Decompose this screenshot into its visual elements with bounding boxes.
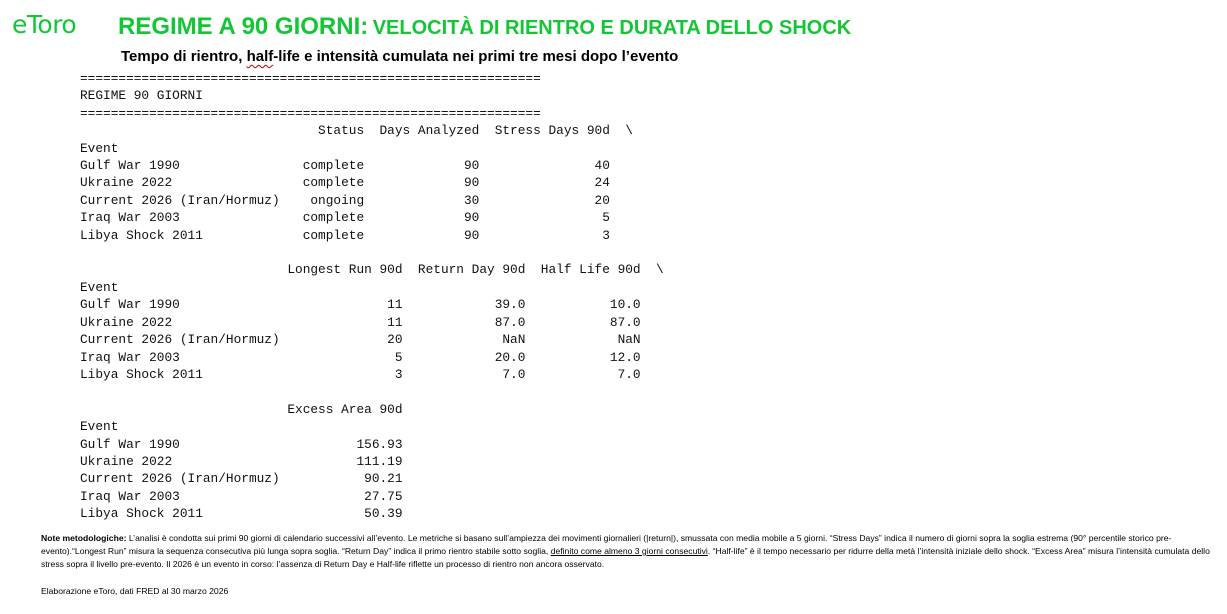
cell-value: 5 xyxy=(287,349,403,365)
cell-value: 10.0 xyxy=(540,297,641,313)
title-main: REGIME A 90 GIORNI: xyxy=(118,13,369,40)
note-label: Note metodologiche: xyxy=(41,533,127,543)
index-label: Event xyxy=(80,279,119,295)
cell-value: 20.0 xyxy=(417,349,526,365)
cell-value: 5 xyxy=(494,210,610,226)
row-label: Iraq War 2003 xyxy=(80,488,288,504)
note-text-1: L’analisi è condotta sui primi 90 giorni di calendario successivi all’evento. Le metriche si basano sull’ampiezza dei movimenti giornalieri (|return|), smussata con media mobile a 5 giorni. “Stress Days” indica il numero di giorni sopra la soglia estrema (90° percentile storico pre-evento).“Longest Run” misura la sequenza consecutiva più lunga sopra soglia. “Return Day” indica il primo rientro stabile sotto soglia, xyxy=(41,533,1172,556)
cell-value: 111.19 xyxy=(287,453,403,469)
cell-value: 87.0 xyxy=(540,314,641,330)
column-header: Status xyxy=(287,123,365,139)
cell-value: 39.0 xyxy=(417,297,526,313)
row-label: Libya Shock 2011 xyxy=(80,227,288,243)
cell-value: 24 xyxy=(494,175,610,191)
note-text-2: . “Half-life” è il tempo necessario per ridurre della metà l’intensità iniziale dello shock. “Excess Area” misura l’intensità cumulata dello stress sopra il livello pre-evento. Il 2026 è un evento in corso: l’assenza di Return Day e Half-life riflette un processo di rientro non ancora osservato. xyxy=(41,546,1210,569)
cell-value: 40 xyxy=(494,158,610,174)
row-label: Current 2026 (Iran/Hormuz) xyxy=(80,332,288,348)
column-header: Stress Days 90d xyxy=(494,123,610,139)
row-label: Iraq War 2003 xyxy=(80,349,288,365)
row-label: Gulf War 1990 xyxy=(80,436,288,452)
page-subtitle xyxy=(121,47,678,67)
column-header: Return Day 90d xyxy=(417,262,526,278)
console-output xyxy=(80,70,664,523)
cell-value: 20 xyxy=(494,192,610,208)
row-label: Libya Shock 2011 xyxy=(80,506,288,522)
continuation-mark: \ xyxy=(655,262,664,278)
cell-value: NaN xyxy=(540,332,641,348)
cell-value: 20 xyxy=(287,332,403,348)
row-label: Ukraine 2022 xyxy=(80,314,288,330)
methodology-note xyxy=(41,532,1211,571)
cell-value: 90 xyxy=(379,210,480,226)
column-header: Days Analyzed xyxy=(379,123,480,139)
cell-value: 90 xyxy=(379,227,480,243)
etoro-logo: eToro xyxy=(12,10,77,39)
index-label: Event xyxy=(80,419,119,435)
cell-value: 7.0 xyxy=(540,366,641,382)
column-header: Half Life 90d xyxy=(540,262,641,278)
cell-value: complete xyxy=(287,175,365,191)
row-label: Current 2026 (Iran/Hormuz) xyxy=(80,192,288,208)
cell-value: 11 xyxy=(287,297,403,313)
index-label: Event xyxy=(80,140,119,156)
row-label: Libya Shock 2011 xyxy=(80,366,288,382)
subtitle-spellcheck-word: half xyxy=(246,48,274,65)
cell-value: 3 xyxy=(494,227,610,243)
cell-value: 90 xyxy=(379,175,480,191)
row-label: Ukraine 2022 xyxy=(80,453,288,469)
row-label: Ukraine 2022 xyxy=(80,175,288,191)
separator-rule: ============================================================ xyxy=(80,105,541,121)
cell-value: 11 xyxy=(287,314,403,330)
column-header: Excess Area 90d xyxy=(287,401,403,417)
cell-value: 7.0 xyxy=(417,366,526,382)
cell-value: complete xyxy=(287,227,365,243)
cell-value: 3 xyxy=(287,366,403,382)
cell-value: 30 xyxy=(379,192,480,208)
row-label: Iraq War 2003 xyxy=(80,210,288,226)
subtitle-part-a: Tempo di rientro, xyxy=(121,48,247,65)
cell-value: ongoing xyxy=(287,192,365,208)
subtitle-part-c: -life e intensità cumulata nei primi tre mesi dopo l’evento xyxy=(273,48,679,65)
cell-value: 50.39 xyxy=(287,506,403,522)
continuation-mark: \ xyxy=(625,123,633,139)
page-title xyxy=(118,12,851,45)
title-rest: VELOCITÀ DI RIENTRO E DURATA DELLO SHOCK xyxy=(372,17,852,39)
console-heading: REGIME 90 GIORNI xyxy=(80,88,203,104)
cell-value: 27.75 xyxy=(287,488,403,504)
cell-value: complete xyxy=(287,158,365,174)
separator-rule: ============================================================ xyxy=(80,71,541,86)
cell-value: 12.0 xyxy=(540,349,641,365)
column-header: Longest Run 90d xyxy=(287,262,403,278)
cell-value: 90.21 xyxy=(287,471,403,487)
row-label: Gulf War 1990 xyxy=(80,158,288,174)
row-label: Current 2026 (Iran/Hormuz) xyxy=(80,471,288,487)
cell-value: complete xyxy=(287,210,365,226)
note-underlined-text: definito come almeno 3 giorni consecutivi xyxy=(550,546,708,556)
source-credit: Elaborazione eToro, dati FRED al 30 marzo 2026 xyxy=(41,586,229,596)
cell-value: NaN xyxy=(417,332,526,348)
cell-value: 156.93 xyxy=(287,436,403,452)
row-label: Gulf War 1990 xyxy=(80,297,288,313)
cell-value: 90 xyxy=(379,158,480,174)
cell-value: 87.0 xyxy=(417,314,526,330)
